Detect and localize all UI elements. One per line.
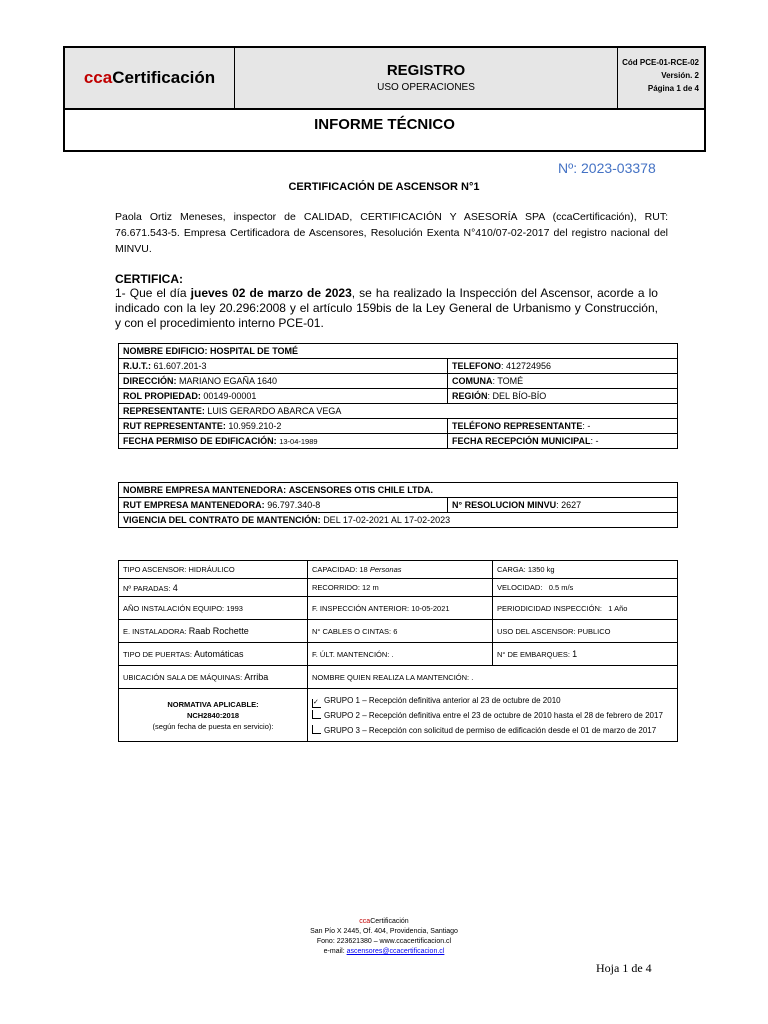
machine-room-location: Arriba (244, 672, 269, 682)
maintenance-company-rut: 96.797.340-8 (267, 500, 321, 510)
capacity-unit: Personas (369, 565, 402, 574)
table-cell (308, 689, 678, 742)
report-title: INFORME TÉCNICO (314, 116, 455, 133)
table-row (119, 620, 678, 643)
table-cell (119, 434, 448, 449)
normativa-label: NORMATIVA APLICABLE: (167, 699, 259, 709)
cell-label: N° CABLES O CINTAS: (312, 626, 392, 636)
cell-label: CARGA: (497, 565, 526, 574)
table-row (119, 374, 678, 389)
maintenance-company-table (118, 482, 678, 528)
cell-label: COMUNA (452, 376, 493, 386)
header-title: REGISTRO (386, 62, 466, 79)
table-row (119, 498, 678, 513)
building-region: : DEL BÍO-BÍO (487, 391, 547, 401)
representative-phone: : - (582, 421, 591, 431)
document-code-cell (618, 48, 704, 110)
cell-label: REPRESENTANTE: (123, 406, 205, 416)
cell-label: RUT REPRESENTANTE: (123, 421, 226, 431)
table-cell (308, 666, 678, 689)
table-row (119, 597, 678, 620)
page-footer (0, 917, 768, 957)
cell-label: VIGENCIA DEL CONTRATO DE MANTENCIÓN: (123, 515, 321, 525)
last-maintenance: . (391, 649, 394, 659)
cell-label: R.U.T.: (123, 361, 151, 371)
document-header (63, 46, 706, 152)
clause-prefix: 1- Que el día (115, 286, 191, 300)
normativa-norma: NCH2840:2018 (186, 710, 240, 720)
stops-value: 4 (172, 582, 178, 593)
building-name: HOSPITAL DE TOMÉ (210, 346, 299, 356)
cell-label: REGIÓN (452, 391, 488, 401)
table-cell (493, 561, 678, 579)
footer-logo (0, 917, 768, 927)
table-row (119, 666, 678, 689)
cell-label: DIRECCIÓN: (123, 376, 177, 386)
table-row (119, 513, 678, 528)
cell-label: RUT EMPRESA MANTENEDORA: (123, 500, 265, 510)
footer-address: San Pío X 2445, Of. 404, Providencia, Santiago (310, 928, 458, 935)
table-cell (119, 404, 678, 419)
representative-rut: 10.959.210-2 (228, 421, 282, 431)
cell-label: ROL PROPIEDAD: (123, 391, 201, 401)
cell-label: F. INSPECCIÓN ANTERIOR: (312, 603, 410, 613)
table-cell (448, 498, 678, 513)
footer-email-link[interactable]: ascensores@ccacertificacion.cl (346, 948, 445, 955)
table-cell (448, 359, 678, 374)
checkbox-icon[interactable] (312, 725, 321, 734)
table-cell (448, 374, 678, 389)
footer-email-label: e-mail: (323, 948, 347, 955)
install-year: 1993 (226, 603, 243, 613)
elevator-use: PUBLICO (577, 626, 611, 636)
table-cell (119, 374, 448, 389)
table-row (119, 344, 678, 359)
table-cell (119, 513, 678, 528)
cell-label: Nº PARADAS: (123, 583, 171, 593)
cell-label: NOMBRE EMPRESA MANTENEDORA: (123, 485, 287, 495)
representative-name: LUIS GERARDO ABARCA VEGA (207, 406, 342, 416)
grupo-option-1[interactable] (312, 693, 673, 708)
cell-label: N° RESOLUCION MINVU (452, 500, 557, 510)
table-cell (119, 419, 448, 434)
contract-validity: DEL 17-02-2021 AL 17-02-2023 (323, 515, 451, 525)
table-cell (493, 579, 678, 597)
table-cell (119, 359, 448, 374)
inspection-periodicity: 1 Año (608, 603, 628, 613)
table-row (119, 689, 678, 742)
previous-inspection: 10-05-2021 (411, 603, 450, 613)
table-row (119, 483, 678, 498)
table-cell (119, 689, 308, 742)
cell-label: TIPO DE PUERTAS: (123, 650, 192, 659)
header-subtitle: USO OPERACIONES (377, 82, 475, 93)
table-cell (448, 419, 678, 434)
door-type: Automáticas (194, 649, 244, 659)
document-page: Página 1 de 4 (647, 84, 699, 93)
normativa-note: (según fecha de puesta en servicio): (152, 721, 274, 731)
footer-logo-prefix: cca (359, 918, 371, 925)
building-address: MARIANO EGAÑA 1640 (179, 376, 278, 386)
table-row (119, 579, 678, 597)
table-cell (448, 434, 678, 449)
table-row (119, 359, 678, 374)
grupo-label: GRUPO 2 – Recepción definitiva entre el 23 de octubre de 2010 hasta el 28 de febrero de 2017 (324, 710, 663, 720)
table-cell (448, 389, 678, 404)
table-cell (308, 643, 493, 666)
landings-value: 1 (572, 649, 578, 659)
company-logo (65, 48, 235, 110)
document-version: Versión. 2 (661, 71, 699, 80)
cell-label: E. INSTALADORA: (123, 627, 187, 636)
table-row (119, 643, 678, 666)
cell-label: TELEFONO (452, 361, 501, 371)
table-cell (119, 579, 308, 597)
table-row (119, 404, 678, 419)
table-cell (119, 344, 678, 359)
checkbox-checked-icon[interactable]: ✓ (312, 699, 321, 708)
cell-label: UBICACIÓN SALA DE MÁQUINAS: (123, 673, 243, 682)
table-cell (308, 579, 493, 597)
cell-label: F. ÚLT. MANTENCIÓN: (312, 649, 390, 659)
logo-suffix: Certificación (112, 68, 216, 87)
table-row (119, 434, 678, 449)
travel-value: 12 m (362, 583, 379, 592)
table-cell (493, 597, 678, 620)
load-value: 1350 kg (527, 565, 555, 574)
building-comuna: : TOMÉ (492, 376, 524, 386)
cell-label: VELOCIDAD: (497, 583, 543, 592)
grupo-label: GRUPO 1 – Recepción definitiva anterior al 23 de octubre de 2010 (324, 695, 561, 705)
grupo-option-3[interactable] (312, 723, 673, 738)
cell-label: N° DE EMBARQUES: (497, 650, 571, 659)
table-cell (119, 620, 308, 643)
table-cell (308, 561, 493, 579)
property-rol: 00149-00001 (203, 391, 257, 401)
table-row (119, 561, 678, 579)
logo-prefix: cca (83, 68, 113, 87)
grupo-option-2[interactable] (312, 708, 673, 723)
table-cell (119, 498, 448, 513)
footer-logo-suffix: Certificación (370, 918, 409, 925)
maintenance-company-name: ASCENSORES OTIS CHILE LTDA. (288, 485, 434, 495)
cell-label: RECORRIDO: (312, 583, 360, 592)
footer-phone: Fono: 223621380 – www.ccacertificacion.cl (316, 938, 452, 945)
certificate-number: Nº: 2023-03378 (558, 160, 656, 176)
certifica-heading: CERTIFICA: (115, 272, 183, 286)
installer-company: Raab Rochette (188, 626, 249, 636)
permit-date: 13-04-1989 (279, 437, 318, 446)
cell-label: USO DEL ASCENSOR: (497, 626, 576, 636)
maintenance-performer: . (471, 672, 474, 682)
intro-paragraph: Paola Ortiz Meneses, inspector de CALIDAD, CERTIFICACIÓN Y ASESORÍA SPA (ccaCertificación), RUT: 76.671.543-5. Empresa Certificadora de Ascensores, Resolución Exenta N°410/07-02-2017 del registro nacional del MINVU. (115, 211, 668, 255)
cell-label: FECHA PERMISO DE EDIFICACIÓN: (123, 436, 277, 446)
building-info-table (118, 343, 678, 449)
capacity-value: 18 (359, 565, 368, 574)
table-cell (493, 643, 678, 666)
certification-title: CERTIFICACIÓN DE ASCENSOR N°1 (288, 181, 480, 193)
footer-email-line (0, 947, 768, 957)
minvu-resolution: : 2627 (556, 500, 582, 510)
table-cell (119, 597, 308, 620)
inspection-date: jueves 02 de marzo de 2023 (190, 286, 352, 300)
building-phone: : 412724956 (501, 361, 552, 371)
table-row (119, 419, 678, 434)
building-rut: 61.607.201-3 (153, 361, 207, 371)
cell-label: CAPACIDAD: (312, 565, 358, 574)
cell-label: TIPO ASCENSOR: (123, 565, 187, 574)
grupo-label: GRUPO 3 – Recepción con solicitud de permiso de edificación desde el 01 de marzo de 2017 (324, 725, 657, 735)
page-indicator: Hoja 1 de 4 (596, 961, 652, 975)
checkbox-icon[interactable] (312, 710, 321, 719)
table-cell (119, 389, 448, 404)
header-title-cell (235, 48, 618, 110)
table-cell (308, 620, 493, 643)
table-cell (119, 561, 308, 579)
certifica-clause (115, 286, 658, 331)
cell-label: TELÉFONO REPRESENTANTE (452, 421, 583, 431)
table-cell (308, 597, 493, 620)
table-cell (119, 643, 308, 666)
table-cell (493, 620, 678, 643)
table-cell (119, 666, 308, 689)
cell-label: FECHA RECEPCIÓN MUNICIPAL (452, 436, 591, 446)
table-cell (119, 483, 678, 498)
cell-label: PERIODICIDAD INSPECCIÓN: (497, 603, 603, 613)
reception-date: : - (590, 436, 599, 446)
elevator-specs-table (118, 560, 678, 742)
speed-value: 0.5 m/s (548, 583, 574, 592)
clause-suffix: , se ha realizado la Inspección del Ascensor, acorde a lo indicado con la ley 20.296:2008 y el artículo 159bis de la Ley General de Urbanismo y Construcción, y con el procedimiento interno PCE-01. (115, 286, 658, 330)
cell-label: NOMBRE EDIFICIO: (123, 346, 208, 356)
table-row (119, 389, 678, 404)
elevator-type: HIDRÁULICO (188, 565, 235, 574)
cables-value: 6 (393, 626, 398, 636)
cell-label: AÑO INSTALACIÓN EQUIPO: (123, 603, 225, 613)
document-code: Cód PCE-01-RCE-02 (622, 58, 699, 67)
cell-label: NOMBRE QUIEN REALIZA LA MANTENCIÓN: (312, 672, 470, 682)
